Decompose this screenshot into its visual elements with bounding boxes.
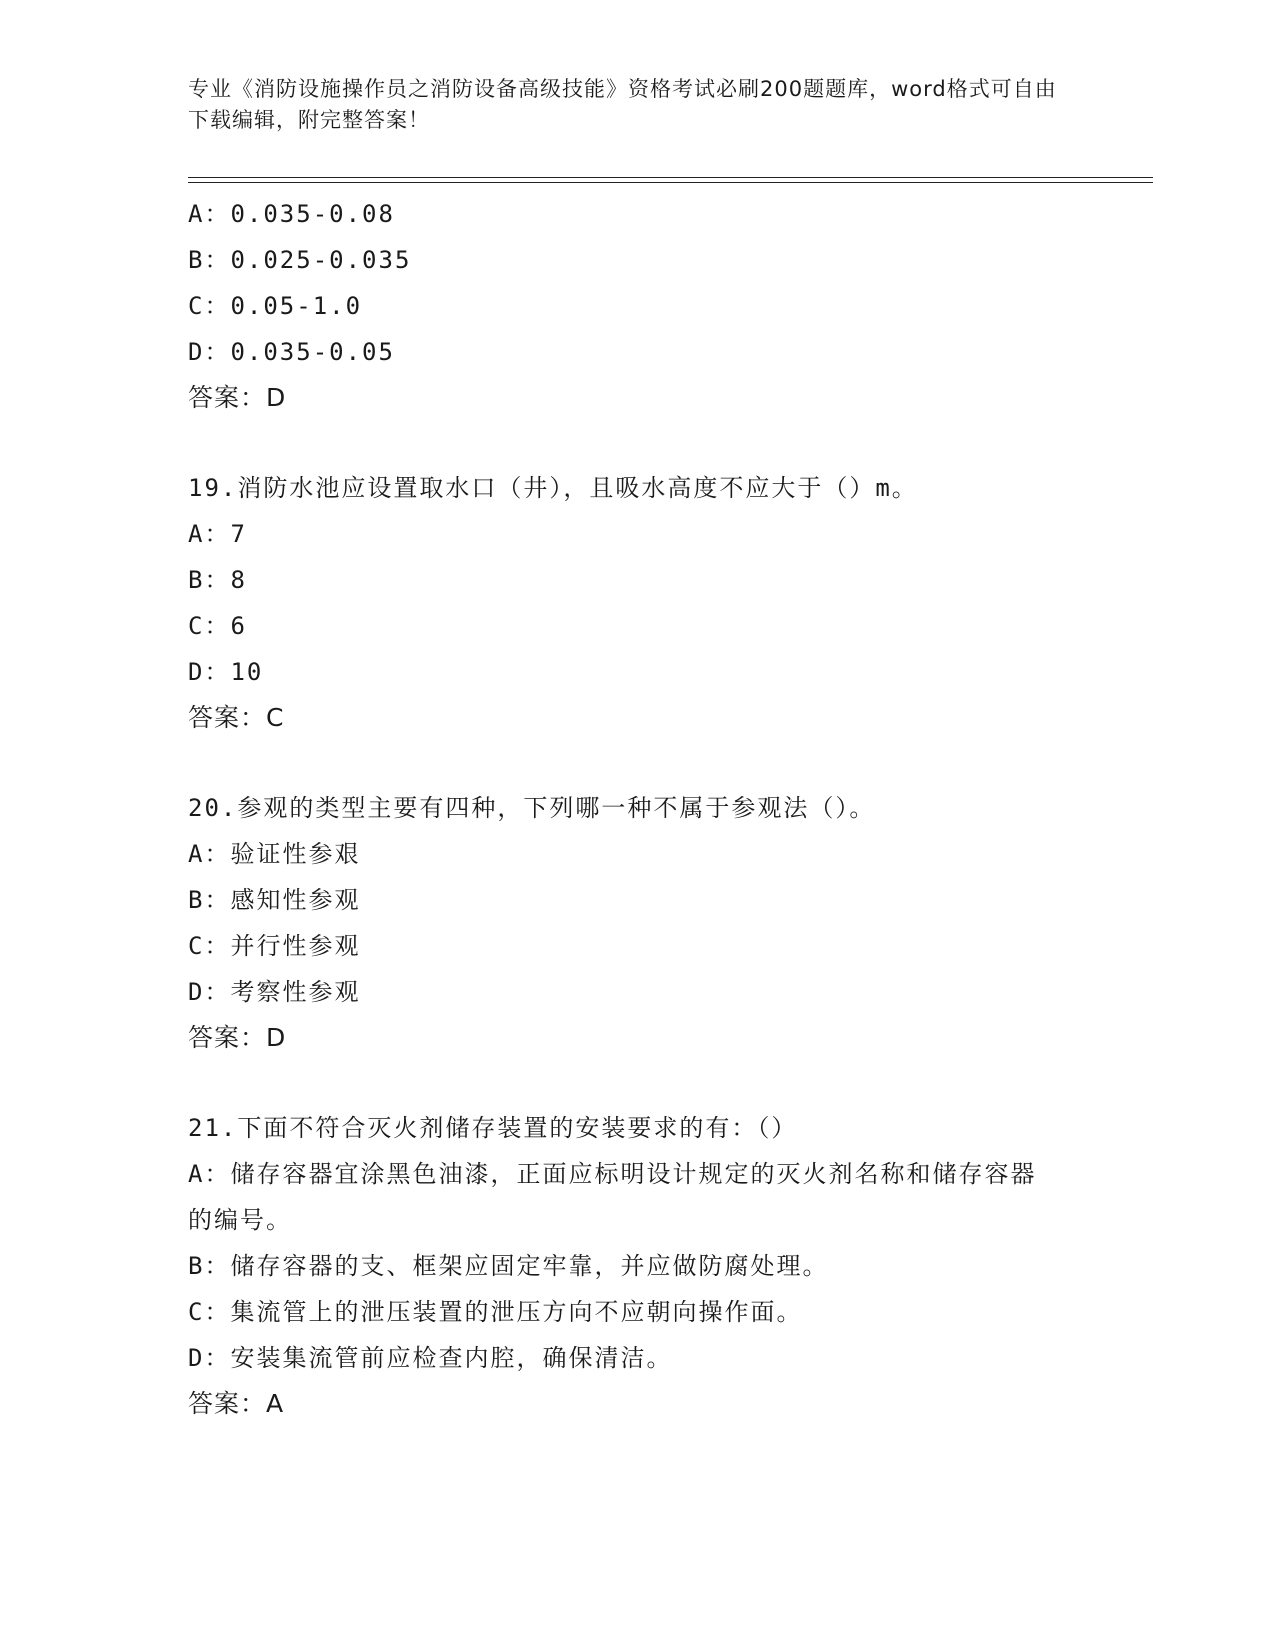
question-stem: 20.参观的类型主要有四种，下列哪一种不属于参观法（）。 xyxy=(188,794,876,822)
document-header: 专业《消防设施操作员之消防设备高级技能》资格考试必刷200题题库，word格式可自由下载编辑，附完整答案！ xyxy=(188,77,1057,132)
option-c: C：集流管上的泄压装置的泄压方向不应朝向操作面。 xyxy=(188,1298,803,1326)
question-block-21 xyxy=(188,1105,1088,1427)
option-c: C：6 xyxy=(188,612,247,640)
spacer xyxy=(188,1061,1088,1105)
question-list xyxy=(188,191,1088,1427)
option-b: B：0.025-0.035 xyxy=(188,246,412,274)
answer-label: 答案：D xyxy=(188,1023,287,1052)
option-a: A：储存容器宜涂黑色油漆，正面应标明设计规定的灭火剂名称和储存容器的编号。 xyxy=(188,1160,1037,1234)
spacer xyxy=(188,421,1088,465)
question-stem: 21.下面不符合灭火剂储存装置的安装要求的有：（） xyxy=(188,1114,798,1142)
option-d: D：考察性参观 xyxy=(188,978,361,1006)
question-block-18 xyxy=(188,191,1088,421)
spacer xyxy=(188,741,1088,785)
header-rule-bottom xyxy=(188,182,1153,183)
option-b: B：感知性参观 xyxy=(188,886,361,914)
option-d: D：安装集流管前应检查内腔，确保清洁。 xyxy=(188,1344,673,1372)
header-rule-top xyxy=(188,177,1153,178)
question-stem: 19.消防水池应设置取水口（井），且吸水高度不应大于（）m。 xyxy=(188,474,918,502)
option-d: D：10 xyxy=(188,658,264,686)
option-a: A：0.035-0.08 xyxy=(188,200,395,228)
option-a: A：验证性参艰 xyxy=(188,840,361,868)
answer-label: 答案：D xyxy=(188,383,287,412)
option-c: C：0.05-1.0 xyxy=(188,292,363,320)
option-d: D：0.035-0.05 xyxy=(188,338,395,366)
option-c: C：并行性参观 xyxy=(188,932,361,960)
answer-label: 答案：A xyxy=(188,1389,285,1418)
option-b: B：储存容器的支、框架应固定牢靠，并应做防腐处理。 xyxy=(188,1252,829,1280)
option-b: B：8 xyxy=(188,566,247,594)
answer-label: 答案：C xyxy=(188,703,285,732)
question-block-20 xyxy=(188,785,1088,1061)
question-block-19 xyxy=(188,465,1088,741)
option-a: A：7 xyxy=(188,520,247,548)
